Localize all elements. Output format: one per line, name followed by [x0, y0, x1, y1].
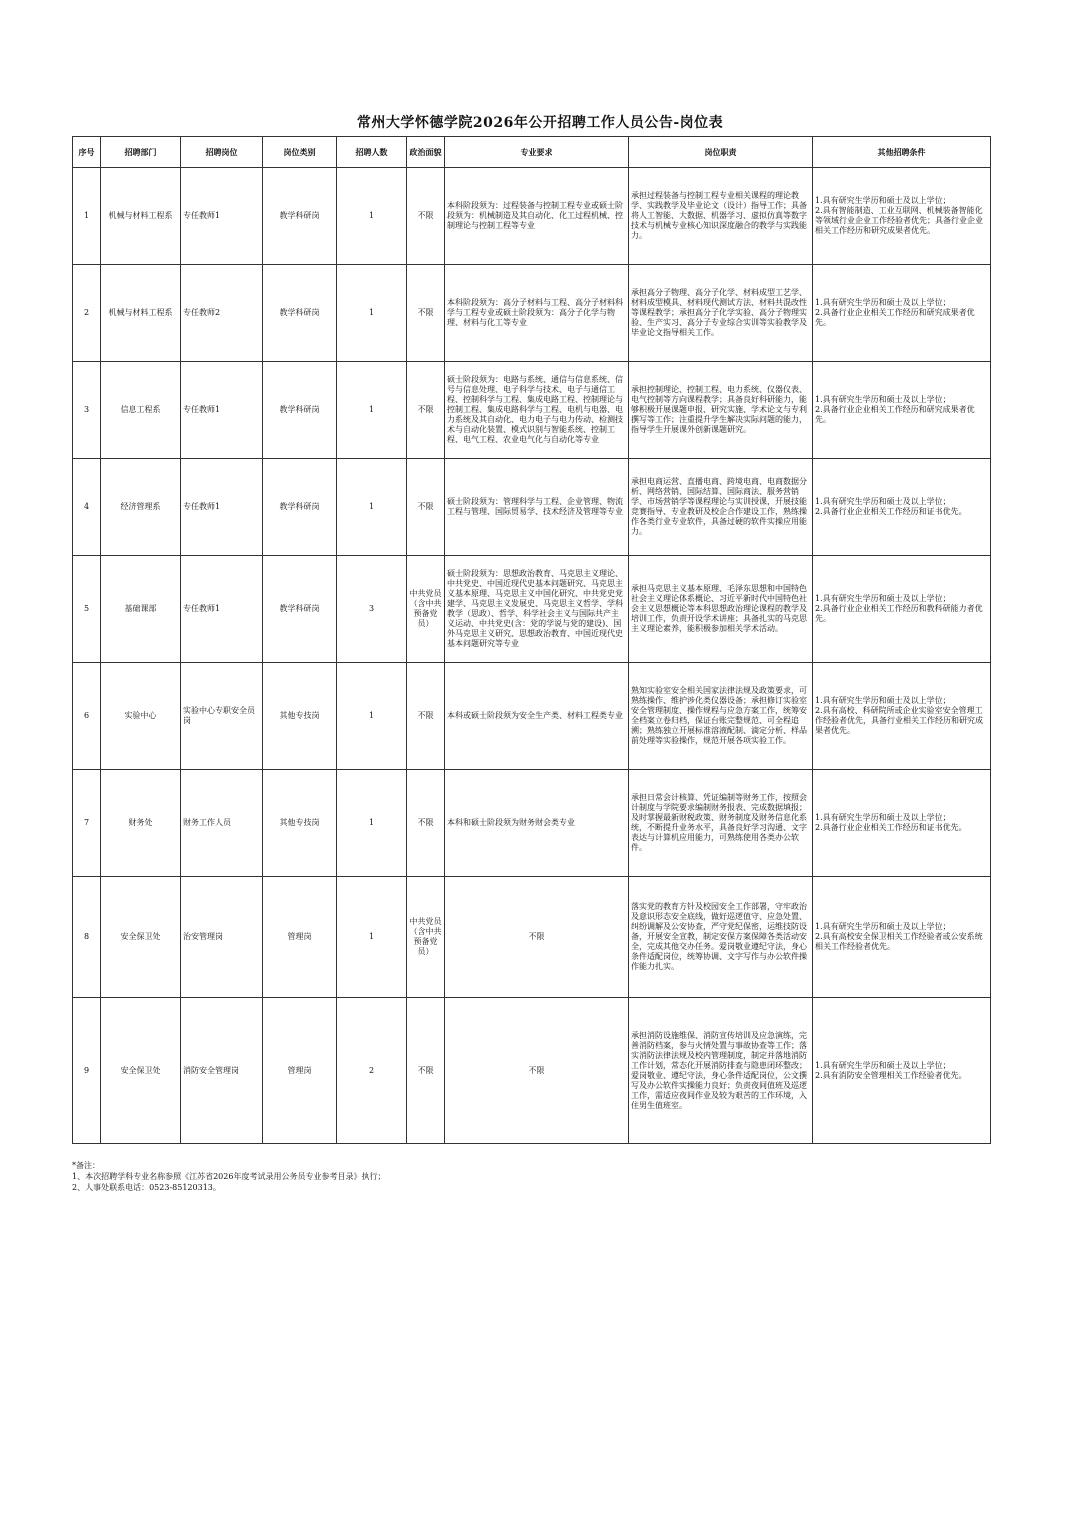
cell-category: 教学科研岗	[263, 459, 337, 556]
cell-major: 本科或硕士阶段须为安全生产类、材料工程类专业	[445, 663, 629, 770]
cell-other: 1.具有研究生学历和硕士及以上学位； 2.具有高校安全保卫相关工作经验者或公安系统相关工作经验者优先。	[813, 877, 991, 998]
cell-category: 教学科研岗	[263, 556, 337, 663]
cell-major: 硕士阶段须为：电路与系统、通信与信息系统、信号与信息处理、电子科学与技术、电子与通信工程、控制科学与工程、集成电路工程、控制理论与控制工程、集成电路科学与工程、电机与电器、电力系统及其自动化、电力电子与电力传动、检测技术与自动化装置、模式识别与智能系统、控制工程、电气工程、农业电气化与自动化等专业	[445, 362, 629, 459]
cell-category: 其他专技岗	[263, 663, 337, 770]
header-cell: 招聘部门	[101, 137, 181, 168]
cell-duty: 承担控制理论、控制工程、电力系统、仪器仪表、电气控制等方向课程教学；具备良好科研能力，能够积极开展课题申报、研究实施、学术论文与专利撰写等工作；注重提升学生解决实际问题的能力，指导学生开展课外创新课题研究。	[629, 362, 813, 459]
cell-other: 1.具有研究生学历和硕士及以上学位； 2.具有高校、科研院所或企业实验室安全管理工作经验者优先，具备行业相关工作经历和研究成果者优先。	[813, 663, 991, 770]
cell-major: 本科和硕士阶段须为财务财会类专业	[445, 770, 629, 877]
cell-no: 9	[73, 998, 101, 1144]
cell-category: 教学科研岗	[263, 265, 337, 362]
cell-duty: 承担日常会计核算、凭证编制等财务工作，按照会计制度与学院要求编制财务报表、完成数据填报；及时掌握最新财税政策、财务制度及财务信息化系统，不断提升业务水平，具备良好学习沟通、文字表达与计算机应用能力，可熟练使用各类办公软件。	[629, 770, 813, 877]
header-cell: 招聘人数	[337, 137, 407, 168]
cell-no: 3	[73, 362, 101, 459]
cell-dept: 财务处	[101, 770, 181, 877]
cell-dept: 机械与材料工程系	[101, 168, 181, 265]
table-row	[73, 362, 991, 459]
cell-major: 硕士阶段须为：管理科学与工程、企业管理、物流工程与管理、国际贸易学、技术经济及管理等专业	[445, 459, 629, 556]
table-row	[73, 877, 991, 998]
cell-count: 1	[337, 663, 407, 770]
cell-post: 专任教师1	[181, 556, 263, 663]
header-cell: 招聘岗位	[181, 137, 263, 168]
cell-post: 专任教师2	[181, 265, 263, 362]
cell-other: 1.具有研究生学历和硕士及以上学位； 2.具备行业企业相关工作经历和证书优先。	[813, 459, 991, 556]
cell-other: 1.具有研究生学历和硕士及以上学位； 2.具备行业企业相关工作经历和证书优先。	[813, 770, 991, 877]
header-cell: 序号	[73, 137, 101, 168]
cell-category: 教学科研岗	[263, 362, 337, 459]
cell-major: 硕士阶段须为：思想政治教育、马克思主义理论、中共党史、中国近现代史基本问题研究、马克思主义基本原理、马克思主义中国化研究、中共党史党建学、马克思主义发展史、马克思主义哲学、学科教学（思政）、哲学、科学社会主义与国际共产主义运动、中共党史(含：党的学说与党的建设)、国外马克思主义研究、思想政治教育、中国近现代史基本问题研究等专业	[445, 556, 629, 663]
header-cell: 专业要求	[445, 137, 629, 168]
cell-post: 专任教师1	[181, 362, 263, 459]
cell-duty: 熟知实验室安全相关国家法律法规及政策要求，可熟练操作、维护涉化类仪器设备；承担修订实验室安全管理制度、操作规程与应急方案工作，统筹安全档案立卷归档，保证台账完整规范、可全程追溯；熟练独立开展标准溶液配制、滴定分析、样品前处理等实验操作，规范开展各项实验工作。	[629, 663, 813, 770]
cell-major: 不限	[445, 877, 629, 998]
cell-politics: 不限	[407, 998, 445, 1144]
cell-politics: 不限	[407, 459, 445, 556]
cell-no: 1	[73, 168, 101, 265]
cell-dept: 实验中心	[101, 663, 181, 770]
cell-dept: 安全保卫处	[101, 877, 181, 998]
cell-politics: 不限	[407, 168, 445, 265]
note-line: 2、人事处联系电话：0523-85120313。	[72, 1183, 221, 1192]
cell-duty: 承担消防设施维保、消防宣传培训及应急演练，完善消防档案，参与火情处置与事故协查等工作；落实消防法律法规及校内管理制度，制定并落地消防工作计划，常态化开展消防排查与隐患闭环整改；爱岗敬业、遵纪守法，身心条件适配岗位，公文撰写及办公软件实操能力良好；负责夜间值班及巡逻工作，需适应夜间作业及较为艰苦的工作环境，入住男生值班室。	[629, 998, 813, 1144]
cell-post: 消防安全管理岗	[181, 998, 263, 1144]
cell-no: 4	[73, 459, 101, 556]
note-line: 1、本次招聘学科专业名称参照《江苏省2026年度考试录用公务员专业参考目录》执行；	[72, 1172, 386, 1181]
cell-duty: 承担过程装备与控制工程专业相关课程的理论教学、实践教学及毕业论文（设计）指导工作；具备将人工智能、大数据、机器学习、虚拟仿真等数字技术与机械专业核心知识深度融合的教学与实践能力。	[629, 168, 813, 265]
cell-count: 1	[337, 459, 407, 556]
cell-count: 1	[337, 168, 407, 265]
cell-post: 财务工作人员	[181, 770, 263, 877]
cell-category: 其他专技岗	[263, 770, 337, 877]
cell-politics: 不限	[407, 265, 445, 362]
cell-no: 6	[73, 663, 101, 770]
note-line: *备注：	[72, 1161, 100, 1170]
cell-post: 专任教师1	[181, 168, 263, 265]
cell-dept: 信息工程系	[101, 362, 181, 459]
cell-post: 实验中心专职安全员岗	[181, 663, 263, 770]
cell-count: 3	[337, 556, 407, 663]
cell-count: 1	[337, 362, 407, 459]
cell-duty: 落实党的教育方针及校园安全工作部署，守牢政治及意识形态安全底线，做好巡逻值守、应急处置、纠纷调解及公安协查，严守党纪保密，运维技防设备，开展安全宣教，制定安保方案保障各类活动安全，完成其他交办任务。爱岗敬业遵纪守法，身心条件适配岗位，统筹协调、文字写作与办公软件操作能力扎实。	[629, 877, 813, 998]
cell-other: 1.具有研究生学历和硕士及以上学位； 2.具有消防安全管理相关工作经验者优先。	[813, 998, 991, 1144]
cell-category: 教学科研岗	[263, 168, 337, 265]
table-row	[73, 998, 991, 1144]
table-row	[73, 770, 991, 877]
cell-no: 5	[73, 556, 101, 663]
cell-other: 1.具有研究生学历和硕士及以上学位； 2.具备行业企业相关工作经历和教科研能力者优先。	[813, 556, 991, 663]
cell-other: 1.具有研究生学历和硕士及以上学位； 2.具有智能制造、工业互联网、机械装备智能化等领域行业企业工作经验者优先；具备行业企业相关工作经历和研究成果者优先。	[813, 168, 991, 265]
cell-count: 1	[337, 265, 407, 362]
page-title: 常州大学怀德学院2026年公开招聘工作人员公告-岗位表	[356, 115, 724, 131]
header-cell: 岗位职责	[629, 137, 813, 168]
header-cell: 岗位类别	[263, 137, 337, 168]
cell-count: 1	[337, 877, 407, 998]
positions-table	[72, 136, 991, 1144]
cell-politics: 中共党员（含中共预备党员）	[407, 556, 445, 663]
cell-major: 本科阶段须为：高分子材料与工程、高分子材料科学与工程专业或硕士阶段须为：高分子化学与物理、材料与化工等专业	[445, 265, 629, 362]
table-header-row	[73, 137, 991, 168]
cell-politics: 不限	[407, 770, 445, 877]
cell-no: 8	[73, 877, 101, 998]
cell-dept: 经济管理系	[101, 459, 181, 556]
cell-politics: 不限	[407, 362, 445, 459]
cell-count: 1	[337, 770, 407, 877]
cell-major: 不限	[445, 998, 629, 1144]
table-row	[73, 265, 991, 362]
cell-no: 2	[73, 265, 101, 362]
table-row	[73, 663, 991, 770]
cell-dept: 机械与材料工程系	[101, 265, 181, 362]
table-row	[73, 556, 991, 663]
cell-politics: 中共党员（含中共预备党员）	[407, 877, 445, 998]
cell-dept: 安全保卫处	[101, 998, 181, 1144]
notes	[72, 1160, 385, 1193]
cell-duty: 承担高分子物理、高分子化学、材料成型工艺学、材料成型模具、材料现代测试方法、材料共混改性等课程教学；承担高分子化学实验、高分子物理实验、生产实习、高分子专业综合实训等实验教学及毕业论文指导相关工作。	[629, 265, 813, 362]
table-row	[73, 168, 991, 265]
cell-other: 1.具有研究生学历和硕士及以上学位； 2.具备行业企业相关工作经历和研究成果者优先。	[813, 362, 991, 459]
cell-major: 本科阶段须为：过程装备与控制工程专业或硕士阶段须为：机械制造及其自动化、化工过程机械、控制理论与控制工程等专业	[445, 168, 629, 265]
cell-other: 1.具有研究生学历和硕士及以上学位； 2.具备行业企业相关工作经历和研究成果者优先。	[813, 265, 991, 362]
table-row	[73, 459, 991, 556]
header-cell: 政治面貌	[407, 137, 445, 168]
cell-category: 管理岗	[263, 877, 337, 998]
cell-count: 2	[337, 998, 407, 1144]
cell-category: 管理岗	[263, 998, 337, 1144]
cell-post: 专任教师1	[181, 459, 263, 556]
cell-duty: 承担电商运营、直播电商、跨境电商、电商数据分析、网络营销、国际结算、国际商法、服务营销学、市场营销学等课程理论与实训授课，开展技能竞赛指导、专业教研及校企合作建设工作，熟练操作各类行业专业软件，具备过硬的软件实操应用能力。	[629, 459, 813, 556]
cell-no: 7	[73, 770, 101, 877]
cell-post: 治安管理岗	[181, 877, 263, 998]
cell-politics: 不限	[407, 663, 445, 770]
cell-dept: 基础课部	[101, 556, 181, 663]
header-cell: 其他招聘条件	[813, 137, 991, 168]
cell-duty: 承担马克思主义基本原理、毛泽东思想和中国特色社会主义理论体系概论、习近平新时代中国特色社会主义思想概论等本科思想政治理论课程的教学及培训工作，负责开设学术讲座；具备扎实的马克思主义理论素养，能积极参加相关学术活动。	[629, 556, 813, 663]
